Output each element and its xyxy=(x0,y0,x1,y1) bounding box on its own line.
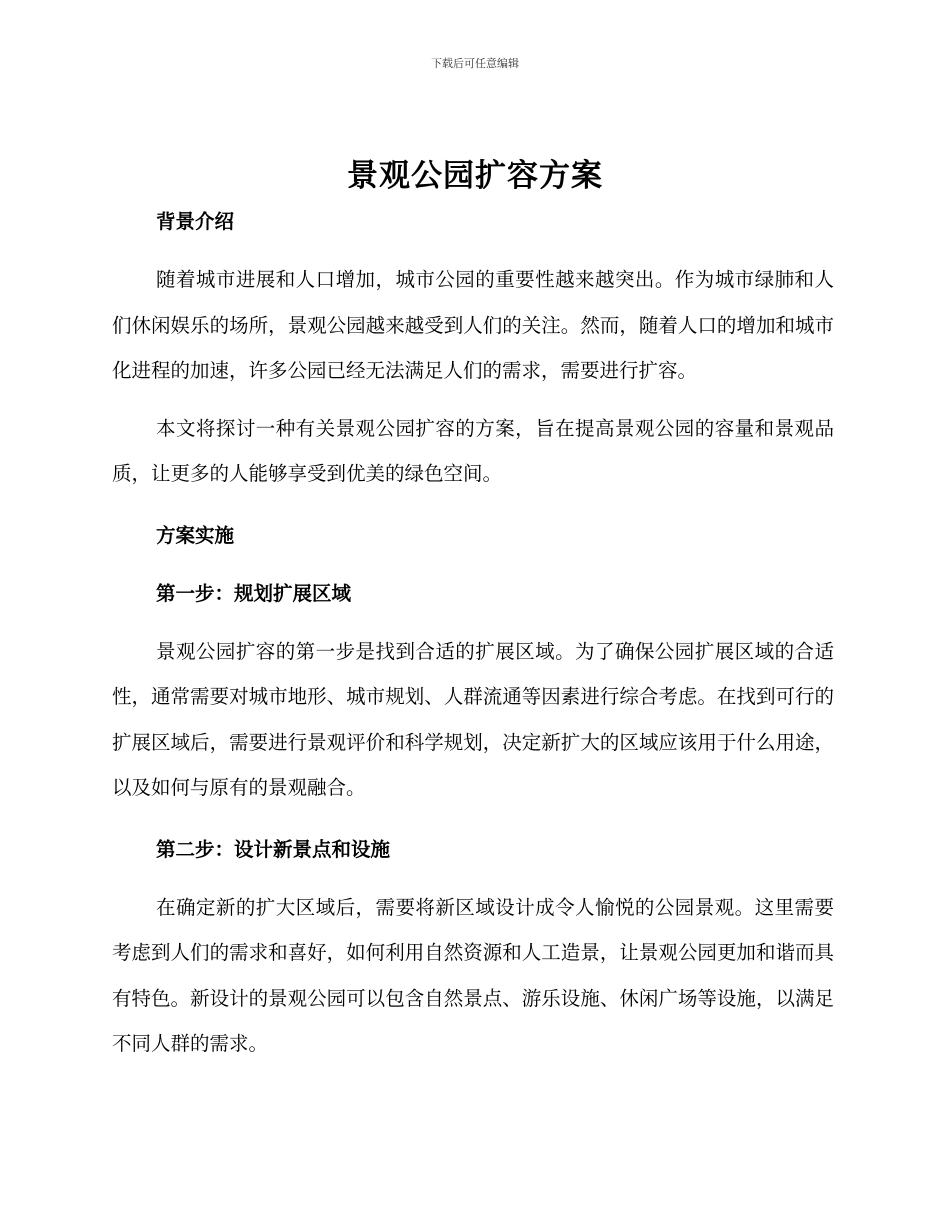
paragraph-background-2: 本文将探讨一种有关景观公园扩容的方案，旨在提高景观公园的容量和景观品质，让更多的人能够享受到优美的绿色空间。 xyxy=(112,416,834,485)
document-title: 景观公园扩容方案 xyxy=(347,158,603,194)
paragraph-step2: 在确定新的扩大区域后，需要将新区域设计成令人愉悦的公园景观。这里需要考虑到人们的需求和喜好，如何利用自然资源和人工造景，让景观公园更加和谐而具有特色。新设计的景观公园可以包含自然景点、游乐设施、休闲广场等设施，以满足不同人群的需求。 xyxy=(112,895,834,1055)
paragraph-background-1: 随着城市进展和人口增加，城市公园的重要性越来越突出。作为城市绿肺和人们休闲娱乐的场所，景观公园越来越受到人们的关注。然而，随着人口的增加和城市化进程的加速，许多公园已经无法满足人们的需求，需要进行扩容。 xyxy=(112,268,834,382)
step2-heading: 第二步：设计新景点和设施 xyxy=(156,837,391,861)
section-heading-background: 背景介绍 xyxy=(156,210,235,233)
document-body xyxy=(112,205,834,1067)
header-note: 下载后可任意编辑 xyxy=(431,57,519,70)
paragraph-step1: 景观公园扩容的第一步是找到合适的扩展区域。为了确保公园扩展区域的合适性，通常需要对城市地形、城市规划、人群流通等因素进行综合考虑。在找到可行的扩展区域后，需要进行景观评价和科学规划，决定新扩大的区域应该用于什么用途，以及如何与原有的景观融合。 xyxy=(112,639,834,799)
step1-heading: 第一步：规划扩展区域 xyxy=(156,581,352,605)
section-heading-implementation: 方案实施 xyxy=(156,523,235,547)
